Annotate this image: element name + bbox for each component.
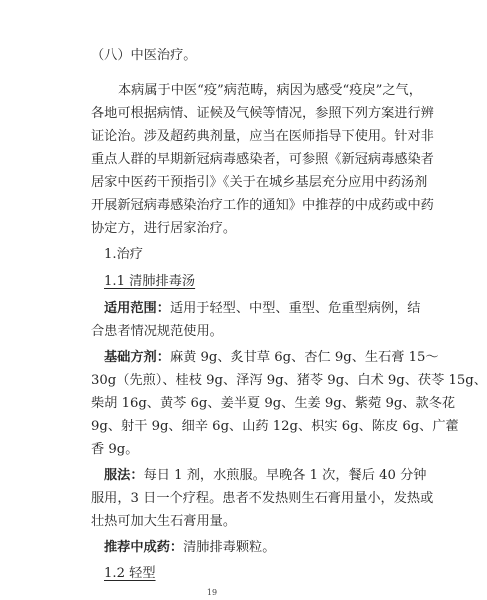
usage-text: 每日 1 剂，水煎服。早晚各 1 次，餐后 40 分钟: [143, 468, 427, 483]
scope-line-1: [104, 300, 421, 318]
formula-line: 香 9g。: [91, 442, 139, 457]
recommended-label: 推荐中成药：: [104, 540, 184, 555]
usage-label: 服法：: [104, 468, 144, 483]
recommended-text: 清肺排毒颗粒。: [183, 540, 276, 555]
intro-line: 重点人群的早期新冠病毒感染者，可参照《新冠病毒感染者: [91, 152, 434, 167]
heading-1-2: [104, 565, 384, 583]
formula-line: 30g（先煎）、桂枝 9g、泽泻 9g、猪苓 9g、白术 9g、茯苓 15g、: [91, 373, 487, 388]
page-number: 19: [206, 588, 218, 597]
intro-line: 协定方，进行居家治疗。: [91, 221, 237, 236]
formula-line-1: [104, 349, 439, 367]
intro-line: 居家中医药干预指引》《关于在城乡基层充分应用中药汤剂: [91, 175, 428, 190]
scope-label: 适用范围：: [104, 301, 170, 316]
recommended-line: [104, 539, 384, 557]
usage-line-1: [104, 467, 427, 485]
section-heading: [91, 47, 371, 65]
intro-line: 证论治。涉及超药典剂量，应当在医师指导下使用。针对非: [91, 129, 434, 144]
scope-line-2: 合患者情况规范使用。: [91, 324, 223, 339]
formula-line: 柴胡 16g、黄芩 6g、姜半夏 9g、生姜 9g、紫菀 9g、款冬花: [91, 396, 456, 411]
intro-line: 各地可根据病情、证候及气候等情况，参照下列方案进行辨: [91, 106, 434, 121]
heading-1-2-text: 1.2 轻型: [104, 566, 156, 581]
usage-line: 壮热可加大生石膏用量。: [91, 514, 237, 529]
section-heading-text: （八）中医治疗。: [91, 48, 197, 63]
heading-1-1-text: 1.1 清肺排毒汤: [104, 274, 196, 289]
formula-line: 9g、射干 9g、细辛 6g、山药 12g、枳实 6g、陈皮 6g、广藿: [91, 419, 459, 434]
formula-text: 麻黄 9g、炙甘草 6g、杏仁 9g、生石膏 15～: [169, 350, 439, 365]
formula-label: 基础方剂：: [104, 350, 170, 365]
heading-treatment: 1.治疗: [104, 247, 143, 262]
usage-line: 服用，3 日一个疗程。患者不发热则生石膏用量小，发热或: [91, 491, 434, 506]
intro-line: 开展新冠病毒感染治疗工作的通知》中推荐的中成药或中药: [91, 198, 434, 213]
scope-text: 适用于轻型、中型、重型、危重型病例，结: [169, 301, 421, 316]
heading-1-1: [104, 273, 384, 291]
intro-line: 本病属于中医“疫”病范畴，病因为感受“疫戾”之气，: [118, 83, 422, 98]
